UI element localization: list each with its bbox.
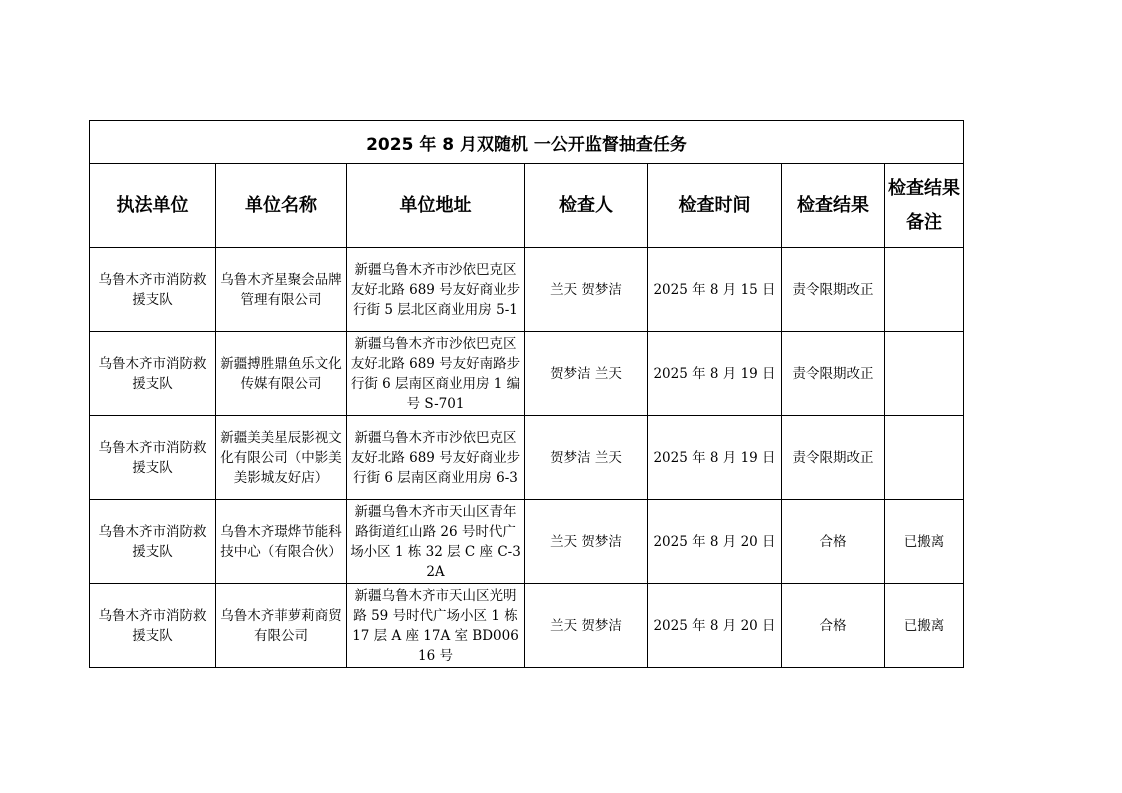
header-unit-address: 单位地址: [347, 164, 525, 248]
cell-inspection-time: 2025 年 8 月 15 日: [648, 248, 782, 332]
table-row: [90, 332, 964, 416]
header-inspector: 检查人: [525, 164, 648, 248]
cell-result-remark: 已搬离: [885, 584, 964, 668]
cell-result-remark: [885, 332, 964, 416]
cell-unit-address: 新疆乌鲁木齐市天山区青年路街道红山路 26 号时代广场小区 1 栋 32 层 C 座 C-32A: [347, 500, 525, 584]
cell-inspection-time: 2025 年 8 月 20 日: [648, 584, 782, 668]
cell-result-remark: [885, 248, 964, 332]
cell-inspection-result: 责令限期改正: [782, 416, 885, 500]
cell-unit-address: 新疆乌鲁木齐市沙依巴克区友好北路 689 号友好南路步行街 6 层南区商业用房 1 编号 S-701: [347, 332, 525, 416]
cell-inspector: 兰天 贺梦洁: [525, 500, 648, 584]
cell-enforcement-unit: 乌鲁木齐市消防救援支队: [90, 500, 216, 584]
cell-enforcement-unit: 乌鲁木齐市消防救援支队: [90, 332, 216, 416]
cell-unit-name: 乌鲁木齐菲萝莉商贸有限公司: [216, 584, 347, 668]
table-row: [90, 500, 964, 584]
cell-inspection-result: 责令限期改正: [782, 332, 885, 416]
cell-inspection-result: 责令限期改正: [782, 248, 885, 332]
table-title: 2025 年 8 月双随机 一公开监督抽查任务: [90, 121, 964, 164]
cell-unit-name: 新疆搏胜鼎鱼乐文化传媒有限公司: [216, 332, 347, 416]
cell-inspector: 贺梦洁 兰天: [525, 332, 648, 416]
cell-unit-address: 新疆乌鲁木齐市天山区光明路 59 号时代广场小区 1 栋 17 层 A 座 17A 室 BD00616 号: [347, 584, 525, 668]
inspection-table: [89, 120, 964, 668]
cell-unit-address: 新疆乌鲁木齐市沙依巴克区友好北路 689 号友好商业步行街 6 层南区商业用房 6-3: [347, 416, 525, 500]
table-row: [90, 584, 964, 668]
table-row: [90, 416, 964, 500]
header-unit-name: 单位名称: [216, 164, 347, 248]
cell-inspector: 兰天 贺梦洁: [525, 584, 648, 668]
cell-inspector: 兰天 贺梦洁: [525, 248, 648, 332]
cell-unit-name: 乌鲁木齐璟烨节能科技中心（有限合伙）: [216, 500, 347, 584]
cell-inspection-result: 合格: [782, 500, 885, 584]
header-enforcement-unit: 执法单位: [90, 164, 216, 248]
title-row: [90, 121, 964, 164]
cell-enforcement-unit: 乌鲁木齐市消防救援支队: [90, 584, 216, 668]
cell-unit-name: 乌鲁木齐星聚会品牌管理有限公司: [216, 248, 347, 332]
header-row: [90, 164, 964, 248]
cell-enforcement-unit: 乌鲁木齐市消防救援支队: [90, 248, 216, 332]
cell-unit-name: 新疆美美星辰影视文化有限公司（中影美美影城友好店）: [216, 416, 347, 500]
cell-inspector: 贺梦洁 兰天: [525, 416, 648, 500]
cell-unit-address: 新疆乌鲁木齐市沙依巴克区友好北路 689 号友好商业步行街 5 层北区商业用房 5-1: [347, 248, 525, 332]
cell-inspection-time: 2025 年 8 月 20 日: [648, 500, 782, 584]
table-row: [90, 248, 964, 332]
header-result-remark: 检查结果备注: [885, 164, 964, 248]
cell-inspection-time: 2025 年 8 月 19 日: [648, 416, 782, 500]
header-inspection-result: 检查结果: [782, 164, 885, 248]
cell-inspection-time: 2025 年 8 月 19 日: [648, 332, 782, 416]
cell-result-remark: [885, 416, 964, 500]
header-inspection-time: 检查时间: [648, 164, 782, 248]
cell-inspection-result: 合格: [782, 584, 885, 668]
cell-enforcement-unit: 乌鲁木齐市消防救援支队: [90, 416, 216, 500]
document-page: [89, 120, 963, 668]
cell-result-remark: 已搬离: [885, 500, 964, 584]
